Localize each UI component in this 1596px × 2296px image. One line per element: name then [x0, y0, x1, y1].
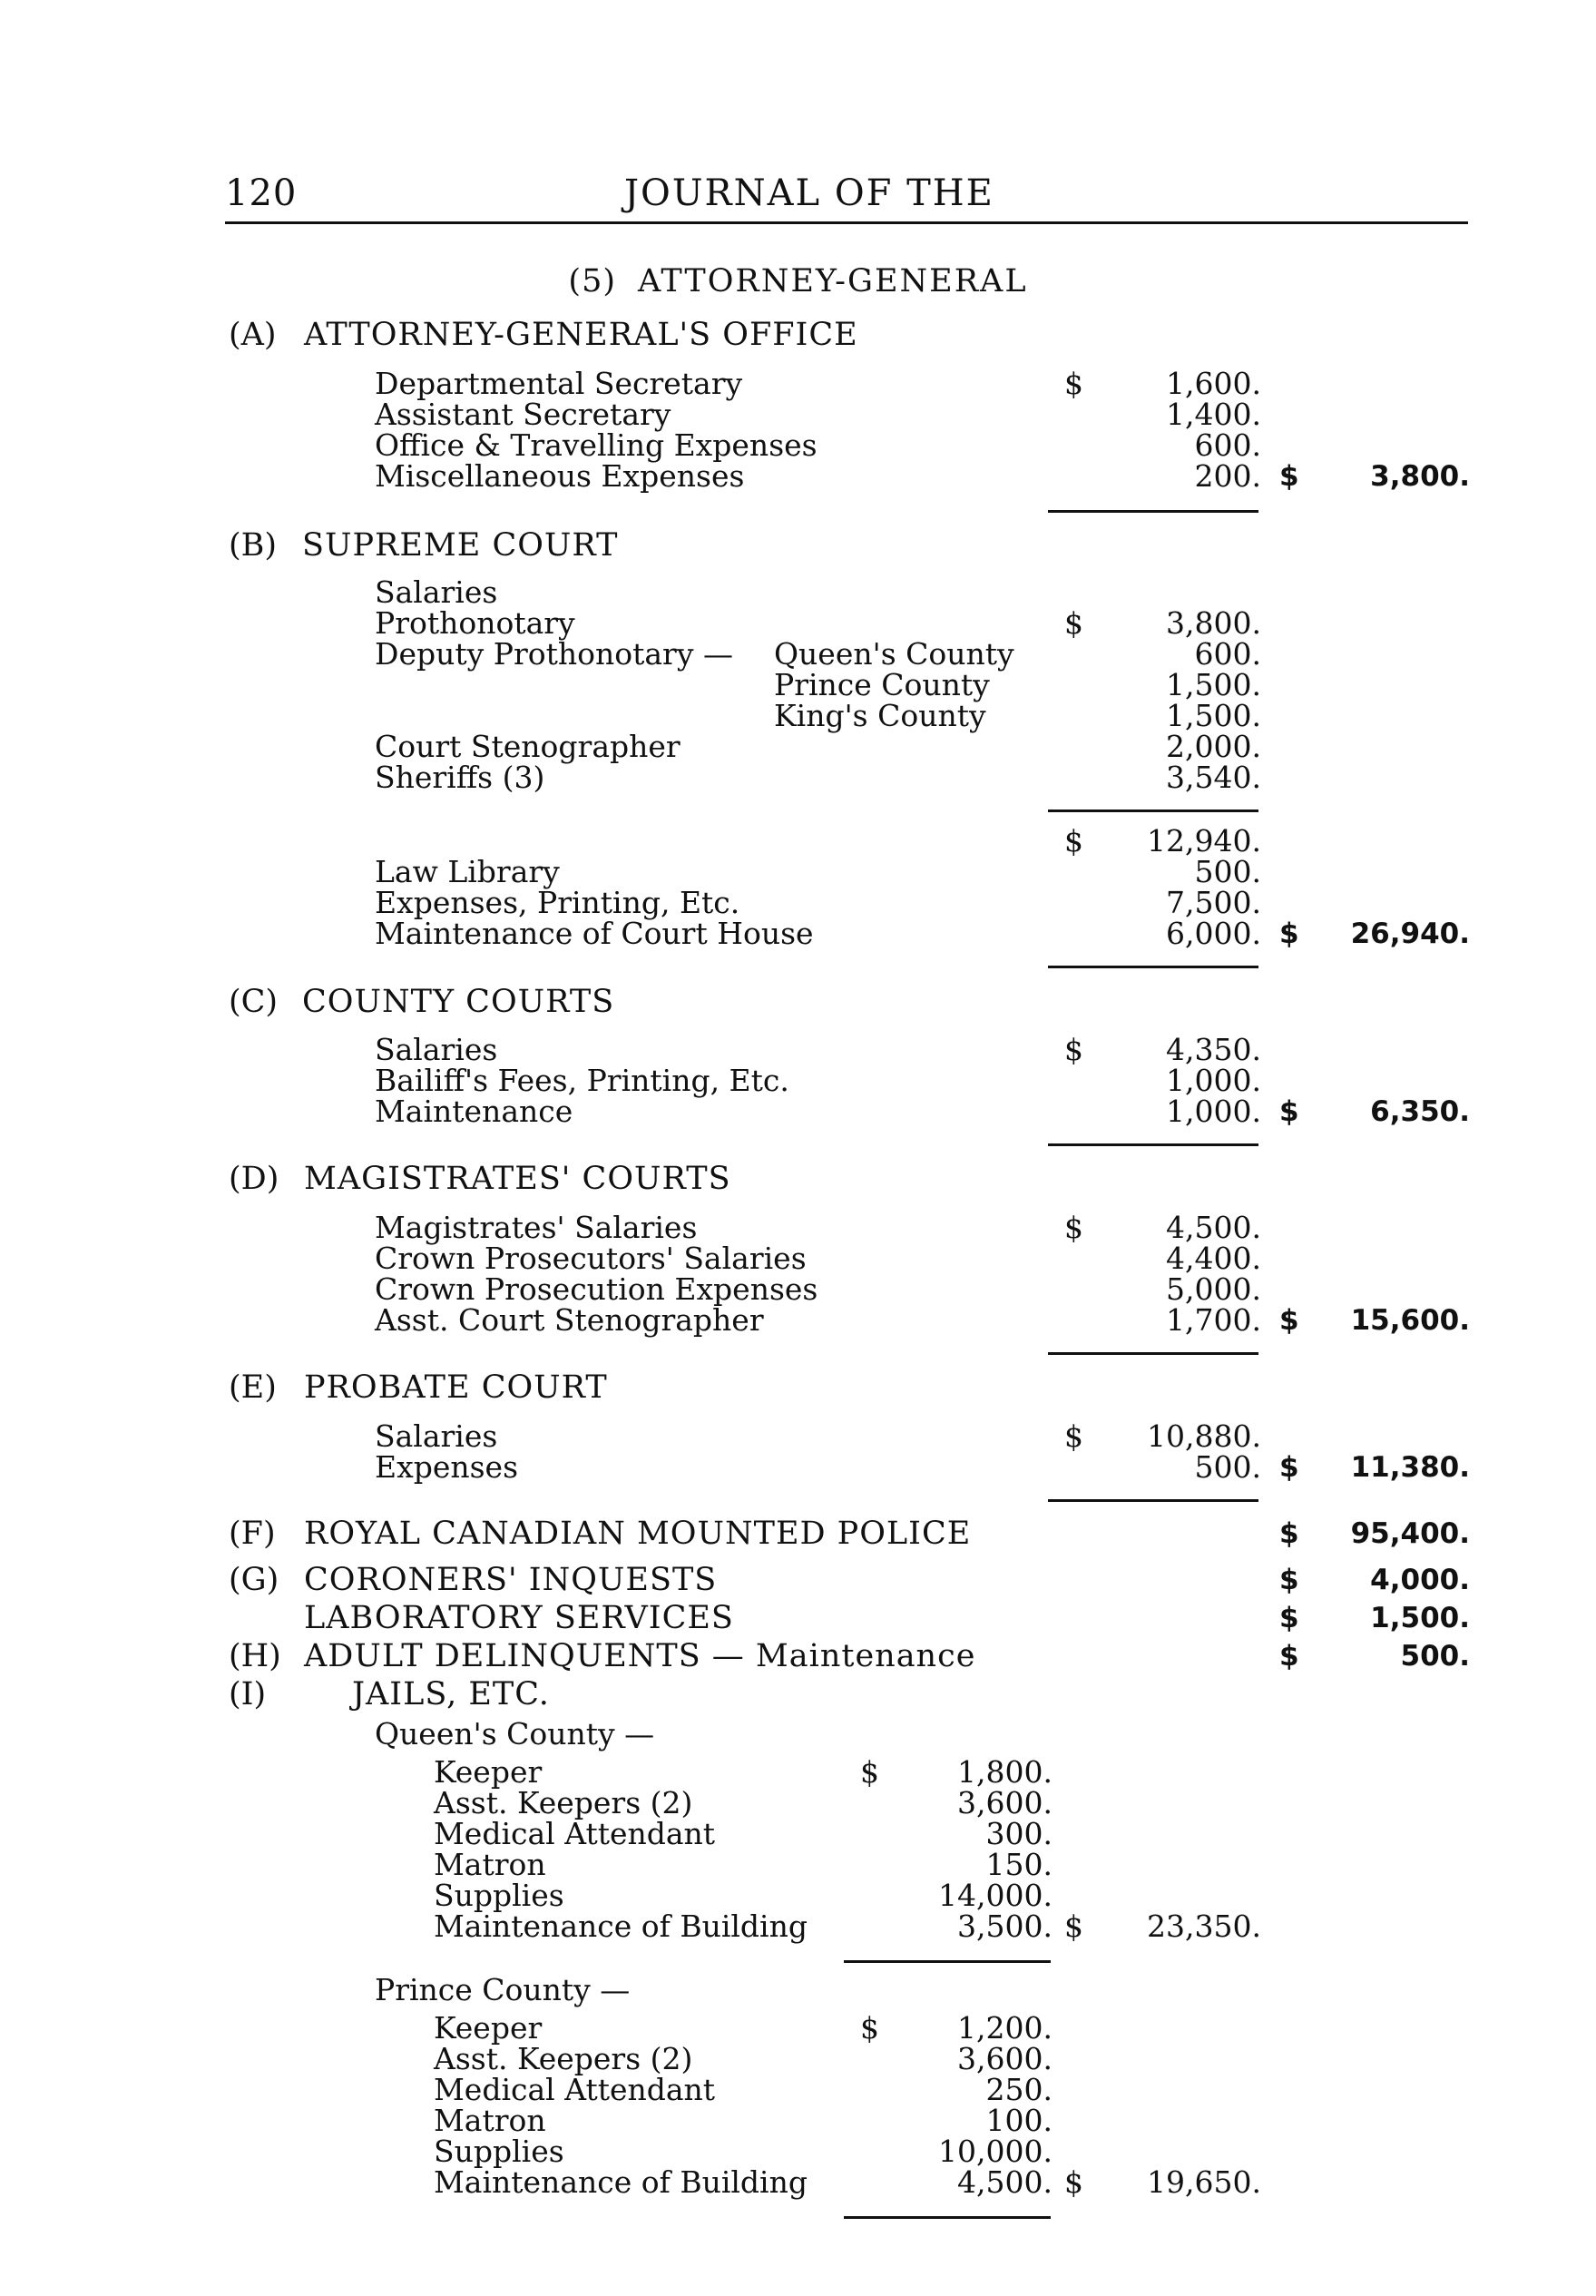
section-b-item-name: Expenses, Printing, Etc.	[375, 885, 740, 920]
jail-item-name: Asst. Keepers (2)	[434, 1785, 693, 1820]
jail-item-name: Asst. Keepers (2)	[434, 2041, 693, 2076]
section-e-item-name: Salaries	[375, 1418, 498, 1454]
section-d-item-amount: 5,000.	[1166, 1271, 1261, 1307]
section-b-total: 26,940.	[1350, 917, 1470, 950]
section-c-label: (C)	[229, 984, 279, 1020]
section-e-item-amount: 10,880.	[1147, 1418, 1261, 1454]
prince-dollar: $	[860, 2010, 879, 2046]
section-a-total-dollar: $	[1279, 460, 1299, 493]
section-b-item-name: Sheriffs (3)	[375, 760, 545, 795]
section-b-county: Prince County	[774, 667, 990, 702]
section-e-dollar: $	[1064, 1418, 1083, 1454]
jail-item-name: Maintenance of Building	[434, 1908, 808, 1944]
section-i-title: JAILS, ETC.	[352, 1676, 550, 1712]
section-d-title: MAGISTRATES' COURTS	[304, 1161, 731, 1197]
section-c-item-amount: 1,000.	[1166, 1094, 1261, 1129]
queens-county-heading: Queen's County —	[375, 1716, 655, 1751]
section-e-item-name: Expenses	[375, 1449, 519, 1485]
jail-item-amount: 3,600.	[957, 1785, 1053, 1820]
section-h-title: ADULT DELINQUENTS — Maintenance	[304, 1638, 976, 1674]
running-title: JOURNAL OF THE	[624, 172, 994, 214]
section-g-title: CORONERS' INQUESTS	[304, 1562, 718, 1598]
jail-item-amount: 3,600.	[957, 2041, 1053, 2076]
section-a-rule	[1048, 510, 1258, 513]
jail-item-amount: 3,500.	[957, 1908, 1053, 1944]
section-a-item-name: Departmental Secretary	[375, 366, 743, 401]
section-d-rule	[1048, 1352, 1258, 1355]
section-f-total: 95,400.	[1350, 1517, 1470, 1550]
section-f-total-dollar: $	[1279, 1517, 1299, 1550]
section-b-label: (B)	[229, 527, 278, 564]
laboratory-services-total: 1,500.	[1370, 1602, 1470, 1634]
jail-item-amount: 14,000.	[938, 1878, 1053, 1913]
page-header	[225, 172, 1468, 216]
department-name: ATTORNEY-GENERAL	[638, 263, 1028, 299]
section-b-subtotal: 12,940.	[1147, 823, 1261, 859]
section-b-item-amount: 1,500.	[1166, 698, 1261, 733]
section-d-total-dollar: $	[1279, 1304, 1299, 1337]
jail-item-name: Supplies	[434, 1878, 564, 1913]
section-b-item-amount: 2,000.	[1166, 729, 1261, 764]
prince-total: 19,650.	[1147, 2164, 1261, 2200]
section-e-title: PROBATE COURT	[304, 1369, 608, 1406]
jail-item-amount: 100.	[985, 2103, 1053, 2138]
section-a-title: ATTORNEY-GENERAL'S OFFICE	[304, 317, 858, 353]
jail-item-name: Medical Attendant	[434, 1816, 716, 1851]
section-b-title: SUPREME COURT	[302, 527, 619, 564]
section-c-item-name: Bailiff's Fees, Printing, Etc.	[375, 1063, 789, 1098]
queens-total-dollar: $	[1064, 1908, 1083, 1944]
section-c-rule	[1048, 1143, 1258, 1146]
section-d-item-name: Asst. Court Stenographer	[375, 1302, 764, 1338]
section-a-item-amount: 600.	[1194, 427, 1261, 463]
section-g-total-dollar: $	[1279, 1564, 1299, 1596]
section-b-item-name: Maintenance of Court House	[375, 916, 814, 951]
jail-item-name: Maintenance of Building	[434, 2164, 808, 2200]
section-h-total-dollar: $	[1279, 1640, 1299, 1673]
section-d-total: 15,600.	[1350, 1304, 1470, 1337]
section-a-item-amount: 200.	[1194, 458, 1261, 494]
section-e-rule	[1048, 1499, 1258, 1502]
section-f-title: ROYAL CANADIAN MOUNTED POLICE	[304, 1516, 972, 1552]
section-h-label: (H)	[229, 1638, 281, 1674]
section-b-item-amount: 500.	[1194, 854, 1261, 889]
jail-item-amount: 250.	[985, 2072, 1053, 2107]
jail-item-amount: 1,800.	[957, 1754, 1053, 1790]
jail-item-name: Matron	[434, 1847, 546, 1882]
section-b-county: King's County	[774, 698, 986, 733]
section-e-total-dollar: $	[1279, 1451, 1299, 1484]
section-c-item-name: Salaries	[375, 1032, 498, 1067]
jail-item-amount: 300.	[985, 1816, 1053, 1851]
section-c-title: COUNTY COURTS	[302, 984, 615, 1020]
section-d-item-amount: 1,700.	[1166, 1302, 1261, 1338]
section-d-item-name: Magistrates' Salaries	[375, 1210, 698, 1245]
section-b-item-amount: 7,500.	[1166, 885, 1261, 920]
section-c-item-amount: 4,350.	[1166, 1032, 1261, 1067]
prince-rule	[844, 2216, 1051, 2219]
jail-item-amount: 10,000.	[938, 2134, 1053, 2169]
section-c-item-amount: 1,000.	[1166, 1063, 1261, 1098]
section-b-item-amount: 600.	[1194, 636, 1261, 672]
section-a-item-amount: 1,600.	[1166, 366, 1261, 401]
header-rule	[225, 221, 1468, 224]
section-c-total: 6,350.	[1370, 1095, 1470, 1128]
section-d-item-name: Crown Prosecutors' Salaries	[375, 1241, 807, 1276]
department-number: (5)	[568, 263, 616, 299]
laboratory-services-title: LABORATORY SERVICES	[304, 1600, 734, 1636]
section-c-item-name: Maintenance	[375, 1094, 573, 1129]
section-b-item-amount: 3,800.	[1166, 605, 1261, 641]
section-e-label: (E)	[229, 1369, 277, 1406]
queens-dollar: $	[860, 1754, 879, 1790]
jail-item-name: Medical Attendant	[434, 2072, 716, 2107]
section-a-item-amount: 1,400.	[1166, 397, 1261, 432]
jail-item-amount: 4,500.	[957, 2164, 1053, 2200]
section-b-item-name: Deputy Prothonotary —	[375, 636, 733, 672]
section-b-dollar: $	[1064, 605, 1083, 641]
section-h-total: 500.	[1400, 1640, 1470, 1673]
section-b-subheading: Salaries	[375, 574, 498, 610]
section-a-item-name: Miscellaneous Expenses	[375, 458, 745, 494]
section-a-dollar: $	[1064, 366, 1083, 401]
section-a-item-name: Assistant Secretary	[375, 397, 671, 432]
section-b-subtotal-dollar: $	[1064, 823, 1083, 859]
section-e-total: 11,380.	[1350, 1451, 1470, 1484]
section-b-total-dollar: $	[1279, 917, 1299, 950]
department-heading	[0, 263, 1596, 299]
section-b-item-name: Prothonotary	[375, 605, 575, 641]
section-d-dollar: $	[1064, 1210, 1083, 1245]
section-b-item-name: Law Library	[375, 854, 560, 889]
section-c-dollar: $	[1064, 1032, 1083, 1067]
queens-rule	[844, 1960, 1051, 1963]
section-a-label: (A)	[229, 317, 277, 353]
section-g-total: 4,000.	[1370, 1564, 1470, 1596]
prince-total-dollar: $	[1064, 2164, 1083, 2200]
section-c-total-dollar: $	[1279, 1095, 1299, 1128]
laboratory-services-total-dollar: $	[1279, 1602, 1299, 1634]
page-number: 120	[225, 172, 298, 214]
section-b-item-amount: 6,000.	[1166, 916, 1261, 951]
jail-item-name: Matron	[434, 2103, 546, 2138]
section-a-item-name: Office & Travelling Expenses	[375, 427, 818, 463]
jail-item-name: Keeper	[434, 1754, 543, 1790]
section-g-label: (G)	[229, 1562, 279, 1598]
section-b-item-name: Court Stenographer	[375, 729, 681, 764]
jail-item-name: Supplies	[434, 2134, 564, 2169]
jail-item-amount: 150.	[985, 1847, 1053, 1882]
queens-total: 23,350.	[1147, 1908, 1261, 1944]
section-b-subtotal-rule	[1048, 809, 1258, 812]
section-b-item-amount: 3,540.	[1166, 760, 1261, 795]
section-b-county: Queen's County	[774, 636, 1014, 672]
section-e-item-amount: 500.	[1194, 1449, 1261, 1485]
section-d-item-name: Crown Prosecution Expenses	[375, 1271, 818, 1307]
section-b-item-amount: 1,500.	[1166, 667, 1261, 702]
section-b-rule	[1048, 966, 1258, 968]
section-a-total: 3,800.	[1370, 460, 1470, 493]
section-d-item-amount: 4,400.	[1166, 1241, 1261, 1276]
section-d-item-amount: 4,500.	[1166, 1210, 1261, 1245]
jail-item-amount: 1,200.	[957, 2010, 1053, 2046]
prince-county-heading: Prince County —	[375, 1972, 631, 2007]
section-f-label: (F)	[229, 1516, 276, 1552]
section-i-label: (I)	[229, 1676, 267, 1712]
section-d-label: (D)	[229, 1161, 279, 1197]
jail-item-name: Keeper	[434, 2010, 543, 2046]
